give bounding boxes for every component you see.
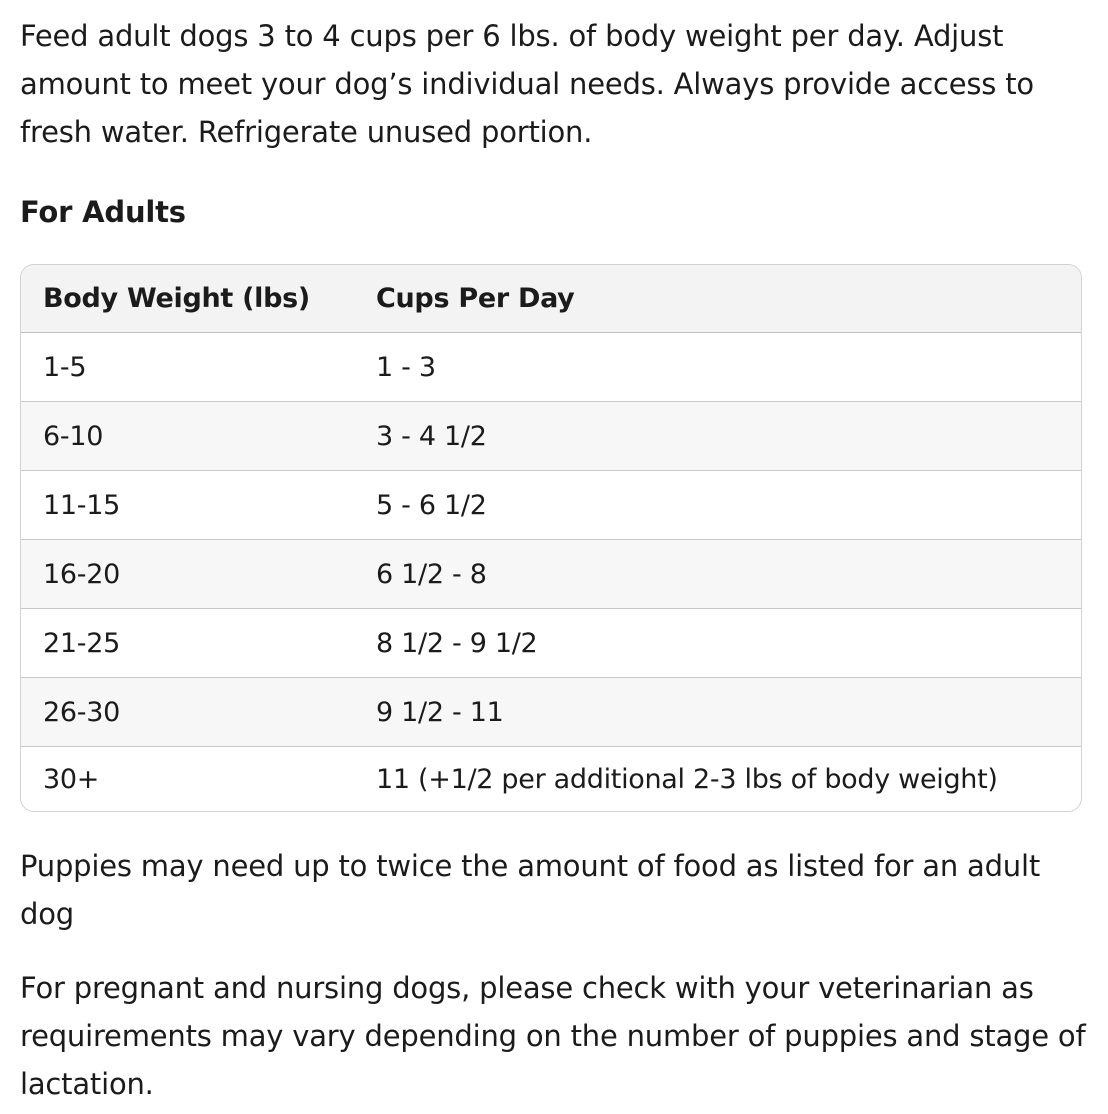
header-cups-per-day: Cups Per Day (354, 265, 1081, 333)
table-row (21, 609, 1081, 678)
section-heading: For Adults (20, 195, 186, 229)
body-weight-cell: 1-5 (21, 333, 354, 402)
puppies-note: Puppies may need up to twice the amount of food as listed for an adult dog (20, 849, 1041, 931)
table-row (21, 747, 1081, 812)
cups-per-day-cell: 5 - 6 1/2 (354, 471, 1081, 540)
pregnant-nursing-note: For pregnant and nursing dogs, please check with your veterinarian as requirements may vary depending on the number of puppies and stage of lactation. (20, 971, 1086, 1101)
body-weight-cell: 30+ (43, 763, 100, 795)
body-weight-cell: 26-30 (21, 678, 354, 747)
cups-per-day-cell: 9 1/2 - 11 (354, 678, 1081, 747)
cups-per-day-cell: 11 (+1/2 per additional 2-3 lbs of body weight) (376, 763, 998, 795)
cups-per-day-cell: 6 1/2 - 8 (354, 540, 1081, 609)
table-row (21, 678, 1081, 747)
intro-paragraph: Feed adult dogs 3 to 4 cups per 6 lbs. of body weight per day. Adjust amount to meet your dog’s individual needs. Always provide access to fresh water. Refrigerate unused portion. (20, 19, 1034, 149)
table-row (21, 333, 1081, 402)
feeding-table-container (20, 264, 1082, 812)
body-weight-cell: 11-15 (21, 471, 354, 540)
header-body-weight: Body Weight (lbs) (21, 265, 354, 333)
cups-per-day-cell: 8 1/2 - 9 1/2 (354, 609, 1081, 678)
cups-per-day-cell: 1 - 3 (354, 333, 1081, 402)
body-weight-cell: 16-20 (21, 540, 354, 609)
table-row (21, 402, 1081, 471)
table-row (21, 540, 1081, 609)
table-row (21, 471, 1081, 540)
body-weight-cell: 6-10 (21, 402, 354, 471)
feeding-table (21, 265, 1081, 811)
table-header-row (21, 265, 1081, 333)
body-weight-cell: 21-25 (21, 609, 354, 678)
cups-per-day-cell: 3 - 4 1/2 (354, 402, 1081, 471)
